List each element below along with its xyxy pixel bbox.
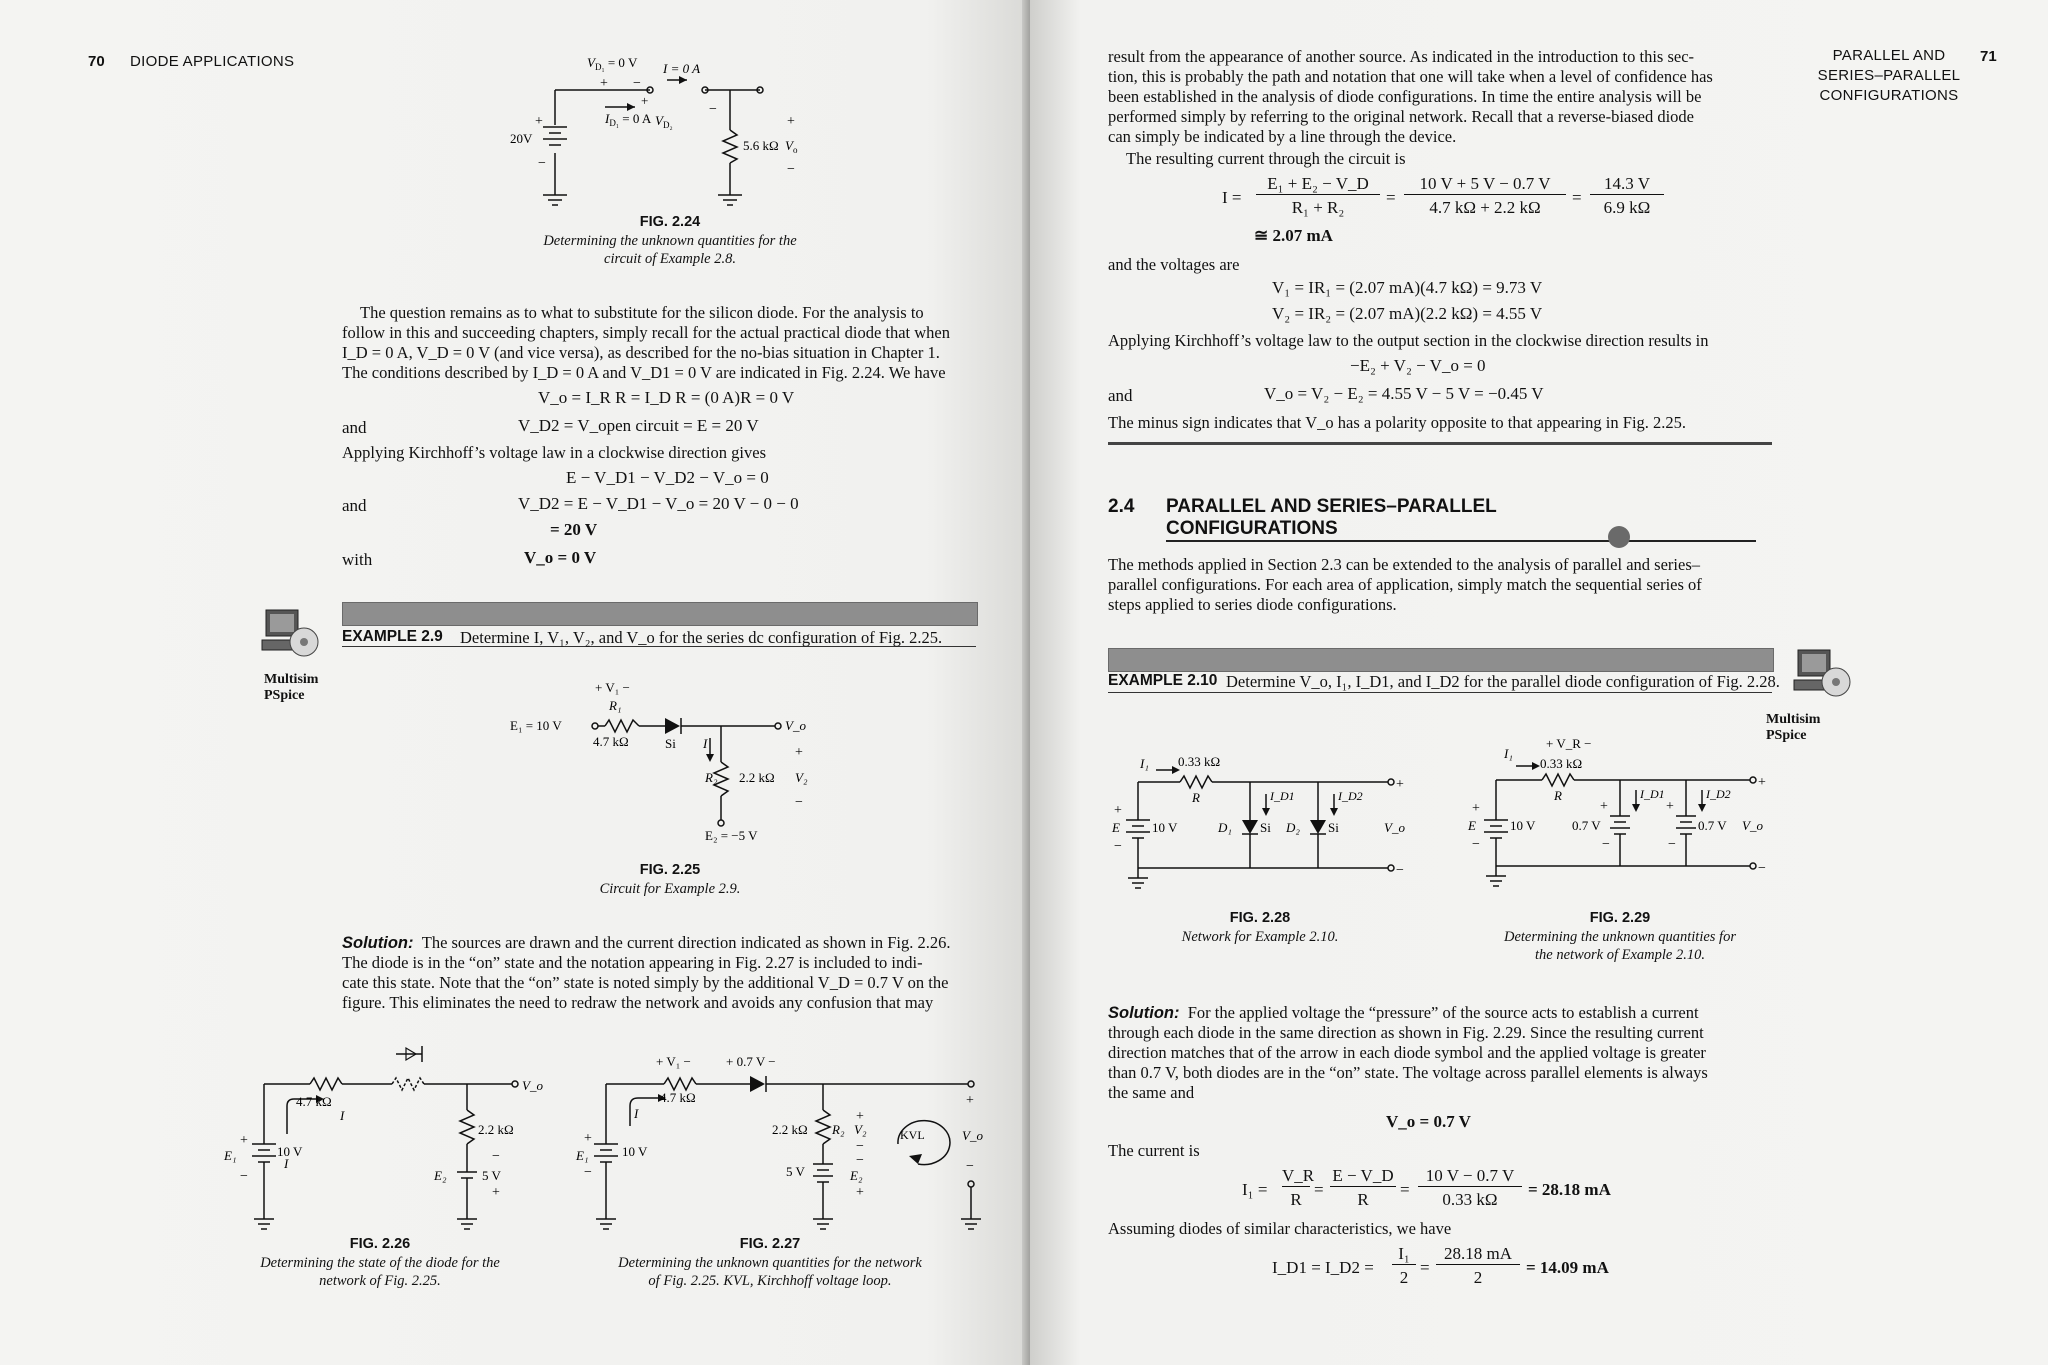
eq-i-den-2: 4.7 kΩ + 2.2 kΩ: [1429, 198, 1541, 217]
svg-text:E₂: E₂: [850, 1168, 863, 1183]
running-head-line-1: PARALLEL AND: [1832, 47, 1946, 64]
svg-text:E₂: E₂: [434, 1168, 447, 1183]
svg-text:V_o: V_o: [962, 1128, 983, 1143]
eq-v1: V₁ = IR₁ = (2.07 mA)(4.7 kΩ) = 9.73 V: [1272, 278, 1543, 297]
svg-text:−: −: [1758, 861, 1766, 876]
svg-text:5.6 kΩ: 5.6 kΩ: [743, 138, 779, 153]
svg-text:V₂: V₂: [795, 770, 808, 785]
eq-i1-f3-den: 0.33 kΩ: [1442, 1190, 1498, 1209]
svg-text:V_o: V_o: [785, 718, 806, 733]
software-label-multisim: Multisim: [1766, 712, 1821, 727]
assuming-sentence: Assuming diodes of similar characteristics, we have: [1108, 1219, 1452, 1238]
svg-text:VD₁ = 0 V: $V_{D_1} = 0$ V: [587, 55, 638, 72]
svg-text:I = 0 A: I = 0 A: [663, 61, 701, 76]
fig-2-24-circuit: [505, 45, 815, 205]
kvl-sentence: Applying Kirchhoff’s voltage law to the output section in the clockwise direction results in: [1108, 331, 1709, 350]
para-1-line-2: follow in this and succeeding chapters, simply recall for the actual practical diode that when: [342, 323, 950, 342]
svg-text:E₁: E₁: [576, 1148, 589, 1163]
eq-i-den-1: R₁ + R₂: [1291, 198, 1345, 217]
svg-text:I: I: [284, 1156, 289, 1171]
eq-i-num-1: E₁ + E₂ − V_D: [1256, 174, 1380, 195]
svg-text:5 V: 5 V: [482, 1168, 501, 1183]
para-1-line-1: The question remains as to what to substitute for the silicon diode. For the analysis to: [360, 303, 924, 322]
svg-text:+: +: [966, 1093, 974, 1108]
with-label: with: [342, 550, 373, 569]
svg-text:I: I: [340, 1108, 345, 1123]
svg-text:4.7 kΩ: 4.7 kΩ: [296, 1094, 332, 1109]
computer-cd-icon: [1790, 644, 1854, 708]
svg-text:+: +: [535, 114, 543, 129]
solution-line-2: The diode is in the “on” state and the notation appearing in Fig. 2.27 is included to indi-: [342, 953, 923, 972]
equation-kvl: E − V_D1 − V_D2 − V_o = 0: [566, 468, 769, 487]
section-title-line-2: CONFIGURATIONS: [1166, 518, 1338, 539]
running-head: DIODE APPLICATIONS: [130, 53, 295, 70]
section-title-line-1: PARALLEL AND SERIES–PARALLEL: [1166, 496, 1497, 517]
right-page: PARALLEL AND SERIES–PARALLEL CONFIGURATIONS 71 result from the appearance of another source. As indicated in the introduction to this sec- tion, this is probably the path and notation that one will take when a level of confidence has been established in the analysis of diode configurations. In time the entire analysis will be performed simply by referring to the original network. Recall that a reverse-biased diode can simply be indicated by a line through the device. The resulting current through the circuit is I = E₁ + E₂ − V_D R₁ + R₂ = 10 V + 5 V − 0.7 V 4.7 kΩ + 2.2 kΩ = 14.3 V 6.9 kΩ ≅ 2.07 mA and the voltages are V₁ = IR₁ = (2.07 mA)(4.7 kΩ) = 9.73 V V₂ = IR₂ = (2.07 mA)(2.2 kΩ) = 4.55 V Applying Kirchhoff’s voltage law to the output section in the clockwise direction results in −E₂ + V₂ − V_o = 0 and V_o = V₂ − E₂ = 4.55 V − 5 V = −0.45 V The minus sign indicates that V_o has a polarity opposite to that appearing in Fig. 2.25. 2.4 PARALLEL AND SERIES–PARALLEL CONFIGURATIONS The methods applied in Section 2.3 can be extended to the analysis of parallel and series– parallel configurations. For each area of application, simply match the sequential series of steps applied to series diode configurations. EXAMPLE 2.10 Determine V_o, I₁, I_D1, and I_D2 for the parallel diode configuration of Fig. 2.28. Multisim PSpice I₁ 0.33 kΩ R I_D1 I_D2 + + E 10 V D₁ Si D₂ Si V_o − − FIG. 2.28 Network for Example 2.10. + V_R − I₁ 0.33 kΩ R I_D1 I_D2 + + + + E 10 V 0.7 V 0.7 V V_o − − − − FIG. 2.29 Determining the unknown quantities for the network of Example 2.10. Solution: For the applied voltage the “pressure” of the source acts to establish a current through each diode in the same direction as shown in Fig. 2.29. Since the resulting current direction matches that of the arrow in each diode symbol and the applied voltage is greater than 0.7 V, both diodes are in the “on” state. The voltage across parallel elements is always the same and V_o = 0.7 V The current is I₁ = V_R R = E − V_D R = 10 V − 0.7 V 0.33 kΩ = 28.18 mA Assuming diodes of similar characteristics, we have I_D1 = I_D2 = I₁ 2 = 28.18 mA 2 = 14.09 mA: [1030, 0, 2048, 1365]
svg-text:VD₂: $V_{D_2}$: [655, 113, 673, 130]
eq-id-f2-den: 2: [1473, 1268, 1483, 1287]
solution-heading: Solution:: [1108, 1004, 1180, 1022]
svg-text:V₂: V₂: [854, 1122, 867, 1137]
fig-2-26-caption-1: Determining the state of the diode for the: [260, 1255, 500, 1271]
and-label-2: and: [342, 496, 367, 515]
eq-vo: V_o = V₂ − E₂ = 4.55 V − 5 V = −0.45 V: [1264, 384, 1544, 403]
fig-2-26-circuit: [222, 1044, 542, 1234]
section-marker-dot: [1608, 526, 1630, 548]
example-2-10-rule: [1108, 692, 1772, 693]
solution-line-1: Solution: The sources are drawn and the current direction indicated as shown in Fig. 2.26.: [342, 933, 951, 952]
eq-id-f1-num: I₁: [1392, 1244, 1416, 1265]
svg-text:0.7 V: 0.7 V: [1572, 818, 1601, 833]
svg-text:+: +: [1666, 799, 1674, 814]
svg-text:−: −: [1114, 839, 1122, 854]
eq-i1-f1-num: V_R: [1282, 1166, 1315, 1185]
eq-i1-f2-den: R: [1357, 1190, 1369, 1209]
svg-text:10 V: 10 V: [622, 1144, 648, 1159]
svg-text:0.33 kΩ: 0.33 kΩ: [1540, 756, 1583, 771]
svg-text:+: +: [1758, 775, 1766, 790]
svg-text:E₁: E₁: [224, 1148, 237, 1163]
svg-text:R₂: R₂: [705, 770, 718, 785]
svg-text:+ V₁ −: + V₁ −: [595, 680, 630, 695]
svg-text:I_D2: I_D2: [1338, 789, 1363, 803]
eq-i1-result: = 28.18 mA: [1528, 1180, 1611, 1199]
voltages-sentence: and the voltages are: [1108, 255, 1240, 274]
example-2-9-bar: [342, 602, 978, 626]
equation-vd2: V_D2 = V_open circuit = E = 20 V: [518, 416, 759, 435]
computer-cd-icon: [258, 604, 322, 668]
svg-text:I₁: I₁: [1140, 756, 1149, 771]
eq-i1-lhs: I₁ =: [1242, 1180, 1268, 1199]
example-2-10-bar: [1108, 648, 1774, 672]
svg-text:2.2 kΩ: 2.2 kΩ: [739, 770, 775, 785]
eq-i1-f3-num: 10 V − 0.7 V: [1418, 1166, 1522, 1187]
svg-text:4.7 kΩ: 4.7 kΩ: [593, 734, 629, 749]
svg-text:−: −: [966, 1159, 974, 1174]
eq-v2: V₂ = IR₂ = (2.07 mA)(2.2 kΩ) = 4.55 V: [1272, 304, 1543, 323]
fig-2-27-caption-2: of Fig. 2.25. KVL, Kirchhoff voltage loop.: [648, 1273, 892, 1289]
eq-i-result: ≅ 2.07 mA: [1254, 226, 1333, 245]
eq-i-num-3: 14.3 V: [1590, 174, 1664, 195]
svg-text:−: −: [240, 1169, 248, 1184]
svg-text:−: −: [633, 76, 641, 91]
and-label-1: and: [342, 418, 367, 437]
svg-text:E₁ = 10 V: E₁ = 10 V: [510, 718, 562, 733]
svg-text:+: +: [240, 1133, 248, 1148]
fig-2-29-circuit: [1460, 730, 1800, 890]
svg-text:−: −: [856, 1139, 864, 1154]
example-2-10-heading: EXAMPLE 2.10: [1108, 672, 1218, 689]
svg-text:R₁: R₁: [609, 698, 622, 713]
eq-id-lhs: I_D1 = I_D2 =: [1272, 1258, 1374, 1277]
svg-text:D₁: D₁: [1218, 820, 1232, 835]
svg-text:0.33 kΩ: 0.33 kΩ: [1178, 754, 1221, 769]
svg-text:E: E: [1112, 820, 1120, 835]
fig-2-26-caption-2: network of Fig. 2.25.: [319, 1273, 441, 1289]
svg-text:2.2 kΩ: 2.2 kΩ: [772, 1122, 808, 1137]
fig-2-24-caption-2: circuit of Example 2.8.: [604, 251, 736, 267]
svg-text:I_D1: I_D1: [1270, 789, 1295, 803]
section-text-line-1: The methods applied in Section 2.3 can be extended to the analysis of parallel and series–: [1108, 555, 1700, 574]
svg-text:−: −: [795, 795, 803, 810]
fig-2-27-caption-1: Determining the unknown quantities for the network: [618, 1255, 922, 1271]
fig-2-25-label: FIG. 2.25: [639, 862, 701, 878]
svg-text:I: I: [634, 1106, 639, 1121]
svg-text:10 V: 10 V: [1510, 818, 1536, 833]
current-is-label: The current is: [1108, 1141, 1200, 1160]
svg-text:+: +: [600, 76, 608, 91]
fig-2-25-circuit: [505, 670, 835, 850]
running-head-line-2: SERIES–PARALLEL: [1817, 67, 1961, 84]
fig-2-25-caption: Circuit for Example 2.9.: [599, 881, 741, 897]
svg-text:Si: Si: [1328, 820, 1339, 835]
solution-heading: Solution:: [342, 934, 414, 952]
svg-text:−: −: [538, 156, 546, 171]
software-label-pspice: PSpice: [1766, 728, 1807, 743]
fig-2-29-caption-2: the network of Example 2.10.: [1535, 947, 1705, 963]
and-label: and: [1108, 386, 1133, 405]
svg-text:+: +: [641, 93, 649, 108]
solution-line-5: the same and: [1108, 1083, 1195, 1102]
intro-line-5: can simply be indicated by a line through the device.: [1108, 127, 1457, 146]
svg-text:−: −: [492, 1149, 500, 1164]
eq-i-num-2: 10 V + 5 V − 0.7 V: [1404, 174, 1566, 195]
eq-i1-f1-den: R: [1290, 1190, 1302, 1209]
svg-text:−: −: [856, 1153, 864, 1168]
svg-text:+: +: [856, 1185, 864, 1200]
svg-text:I₁: I₁: [1504, 746, 1513, 761]
example-2-10-text: Determine V_o, I₁, I_D1, and I_D2 for the parallel diode configuration of Fig. 2.28.: [1226, 672, 1780, 691]
solution-line-4: than 0.7 V, both diodes are in the “on” state. The voltage across parallel elements is always: [1108, 1063, 1708, 1082]
eq-vo-parallel: V_o = 0.7 V: [1386, 1112, 1471, 1131]
svg-text:+ V₁ −: + V₁ −: [656, 1054, 691, 1069]
svg-text:+: +: [1114, 803, 1122, 818]
equation-vd2-result: = 20 V: [550, 520, 598, 539]
equation-vo: V_o = I_R R = I_D R = (0 A)R = 0 V: [538, 388, 795, 407]
solution-line-4: figure. This eliminates the need to redraw the network and avoids any confusion that may: [342, 993, 934, 1012]
section-number: 2.4: [1108, 496, 1135, 517]
svg-text:I: I: [703, 736, 708, 751]
section-underline: [1166, 540, 1756, 542]
section-text-line-3: steps applied to series diode configurations.: [1108, 595, 1397, 614]
svg-text:+: +: [584, 1131, 592, 1146]
svg-text:Si: Si: [665, 736, 676, 751]
section-text-line-2: parallel configurations. For each area of application, simply match the sequential series of: [1108, 575, 1702, 594]
fig-2-24-caption-1: Determining the unknown quantities for the: [543, 233, 797, 249]
solution-line-2: through each diode in the same direction as shown in Fig. 2.29. Since the resulting current: [1108, 1023, 1704, 1042]
eq-i1-f2-num: E − V_D: [1330, 1166, 1396, 1187]
svg-text:Si: Si: [1260, 820, 1271, 835]
svg-text:20V: 20V: [510, 131, 533, 146]
svg-text:I_D2: I_D2: [1706, 787, 1731, 801]
intro-line-4: performed simply by referring to the original network. Recall that a reverse-biased diode: [1108, 107, 1694, 126]
fig-2-28-circuit: [1108, 742, 1448, 892]
kvl-sentence: Applying Kirchhoff’s voltage law in a clockwise direction gives: [342, 443, 767, 462]
svg-text:E₂ = −5 V: E₂ = −5 V: [705, 828, 758, 843]
page-number: 71: [1980, 48, 1997, 65]
svg-text:4.7 kΩ: 4.7 kΩ: [660, 1090, 696, 1105]
fig-2-28-caption: Network for Example 2.10.: [1181, 929, 1339, 945]
fig-2-28-label: FIG. 2.28: [1229, 910, 1291, 926]
page-number: 70: [88, 53, 105, 70]
svg-text:−: −: [709, 102, 717, 117]
svg-text:V_o: V_o: [1384, 820, 1405, 835]
fig-2-27-circuit: [578, 1044, 998, 1234]
svg-text:KVL: KVL: [900, 1128, 925, 1142]
fig-2-27-label: FIG. 2.27: [739, 1236, 801, 1252]
intro-line-2: tion, this is probably the path and notation that one will take when a level of confidence has: [1108, 67, 1713, 86]
svg-text:−: −: [1668, 837, 1676, 852]
svg-text:2.2 kΩ: 2.2 kΩ: [478, 1122, 514, 1137]
eq-kvl: −E₂ + V₂ − V_o = 0: [1350, 356, 1486, 375]
svg-text:+: +: [787, 114, 795, 129]
svg-text:+: +: [856, 1109, 864, 1124]
svg-text:+ 0.7 V −: + 0.7 V −: [726, 1054, 776, 1069]
svg-text:V_o: V_o: [1742, 818, 1763, 833]
software-label-multisim: Multisim: [264, 672, 319, 687]
svg-text:5 V: 5 V: [786, 1164, 805, 1179]
solution-line-1: Solution: For the applied voltage the “pressure” of the source acts to establish a current: [1108, 1003, 1699, 1022]
current-sentence: The resulting current through the circuit is: [1126, 149, 1406, 168]
fig-2-26-label: FIG. 2.26: [349, 1236, 411, 1252]
equation-vd2-solve: V_D2 = E − V_D1 − V_o = 20 V − 0 − 0: [518, 494, 799, 513]
svg-text:V_o: V_o: [522, 1078, 543, 1093]
eq-i-lhs: I =: [1222, 188, 1242, 207]
svg-text:D₂: D₂: [1286, 820, 1300, 835]
svg-text:E: E: [1468, 818, 1476, 833]
svg-text:+: +: [1396, 777, 1404, 792]
svg-text:−: −: [1472, 837, 1480, 852]
example-2-9-text: Determine I, V₁, V₂, and V_o for the series dc configuration of Fig. 2.25.: [460, 628, 943, 647]
intro-line-3: been established in the analysis of diode configurations. In time the entire analysis will be: [1108, 87, 1702, 106]
svg-text:10 V: 10 V: [1152, 820, 1178, 835]
eq-id-f1-den: 2: [1399, 1268, 1409, 1287]
svg-text:R: R: [1192, 790, 1200, 805]
svg-text:−: −: [584, 1165, 592, 1180]
minus-sign-sentence: The minus sign indicates that V_o has a polarity opposite to that appearing in Fig. 2.25.: [1108, 413, 1687, 432]
eq-id-result: = 14.09 mA: [1526, 1258, 1609, 1277]
eq-i-den-3: 6.9 kΩ: [1603, 198, 1651, 217]
running-head: [1814, 46, 1964, 106]
svg-text:−: −: [1396, 863, 1404, 878]
svg-text:I_D1: I_D1: [1640, 787, 1665, 801]
svg-text:+: +: [492, 1185, 500, 1200]
solution-line-3: cate this state. Note that the “on” state is noted simply by the additional V_D = 0.7 V on the: [342, 973, 949, 992]
software-label-pspice: PSpice: [264, 688, 305, 703]
fig-2-29-label: FIG. 2.29: [1589, 910, 1651, 926]
svg-text:0.7 V: 0.7 V: [1698, 818, 1727, 833]
equation-vo-result: V_o = 0 V: [524, 548, 597, 567]
svg-text:Vo: $V_o$: [785, 138, 798, 155]
svg-text:10 V: 10 V: [277, 1144, 303, 1159]
example-2-9-heading: EXAMPLE 2.9: [342, 628, 443, 645]
svg-text:−: −: [787, 162, 795, 177]
para-1-line-3: I_D = 0 A, V_D = 0 V (and vice versa), as described for the no-bias situation in Chapter 1.: [342, 343, 940, 362]
svg-text:+: +: [1472, 801, 1480, 816]
svg-text:−: −: [1602, 837, 1610, 852]
solution-line-3: direction matches that of the arrow in each diode symbol and the applied voltage is greater: [1108, 1043, 1706, 1062]
running-head-line-3: CONFIGURATIONS: [1819, 87, 1959, 104]
fig-2-24-label: FIG. 2.24: [639, 214, 701, 230]
para-1-line-4: The conditions described by I_D = 0 A and V_D1 = 0 V are indicated in Fig. 2.24. We have: [342, 363, 946, 382]
svg-text:+: +: [1600, 799, 1608, 814]
svg-text:+: +: [795, 745, 803, 760]
eq-id-f2-num: 28.18 mA: [1436, 1244, 1520, 1265]
svg-text:R₂: R₂: [832, 1122, 845, 1137]
section-divider: [1108, 442, 1772, 445]
svg-text:+ V_R −: + V_R −: [1546, 736, 1592, 751]
fig-2-29-caption-1: Determining the unknown quantities for: [1504, 929, 1736, 945]
intro-line-1: result from the appearance of another source. As indicated in the introduction to this sec-: [1108, 47, 1695, 66]
svg-text:R: R: [1554, 788, 1562, 803]
svg-text:ID₁ = 0 A: $I_{D_1} = 0$ A: [605, 111, 652, 128]
